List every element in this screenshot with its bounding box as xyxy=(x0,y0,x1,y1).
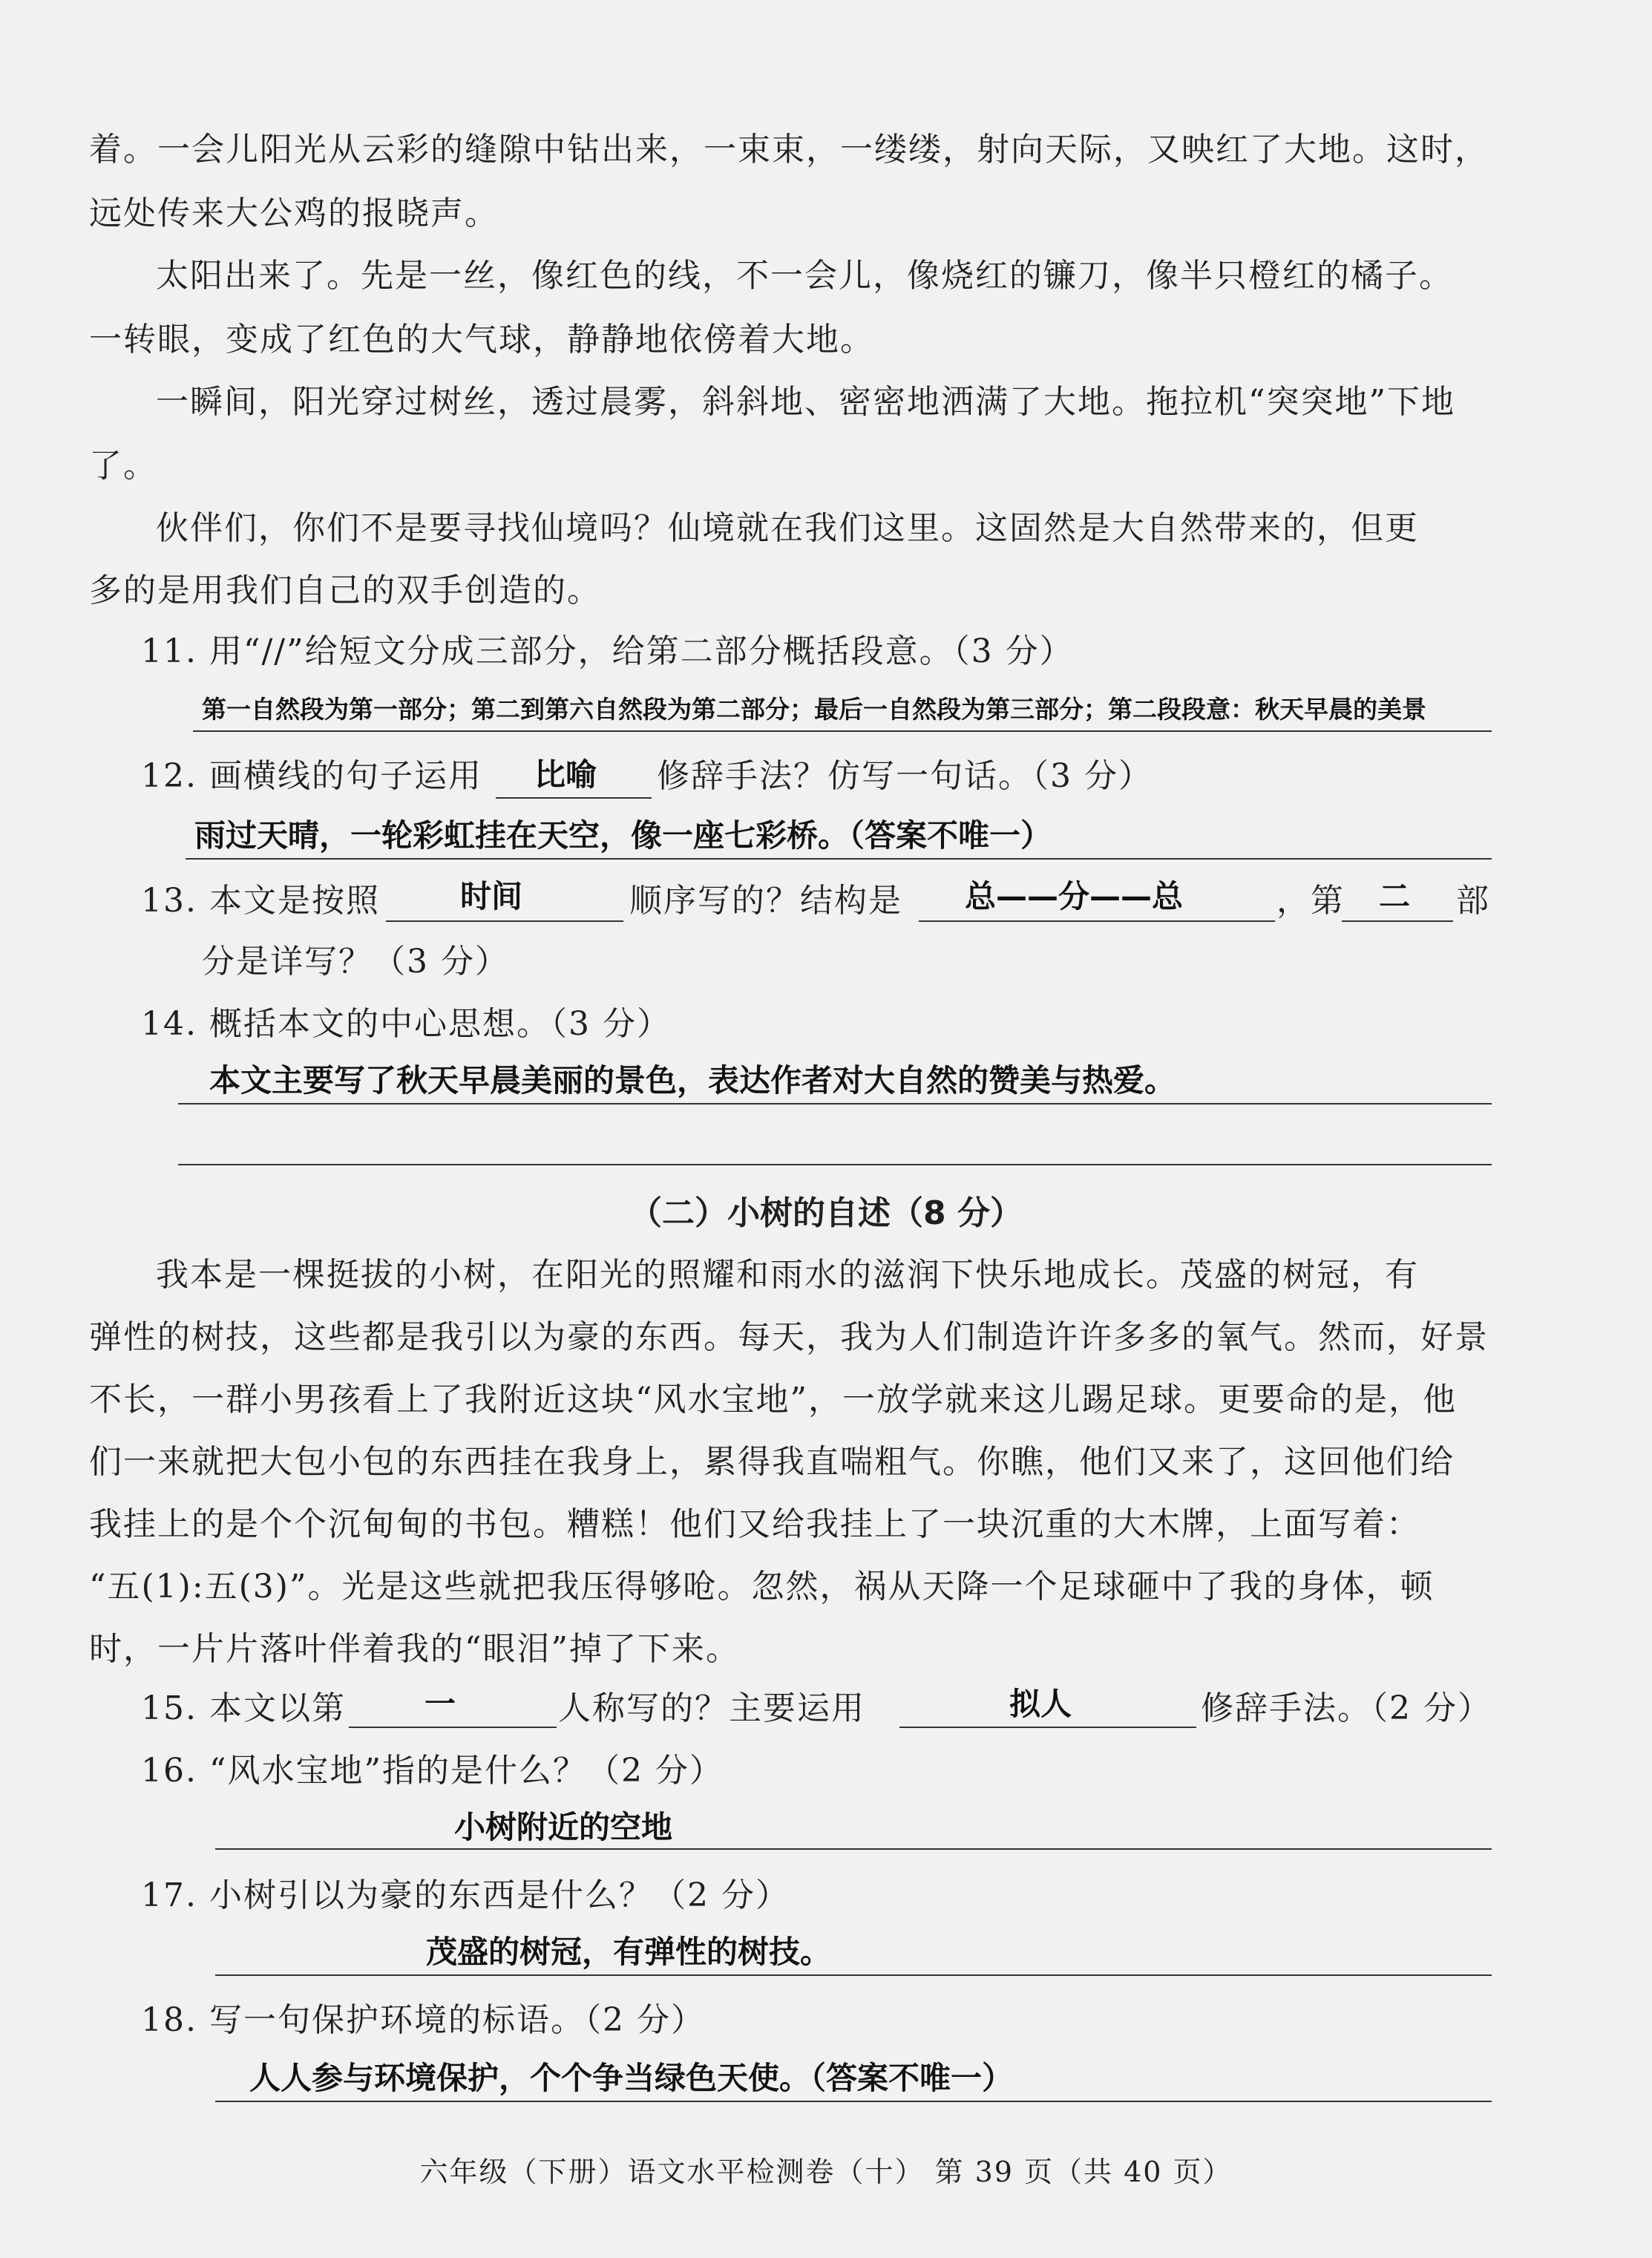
answer-line xyxy=(193,730,1492,732)
passage-line: 一转眼，变成了红色的大气球，静静地依傍着大地。 xyxy=(89,321,874,359)
question-13-part: ，第 xyxy=(1276,882,1345,920)
question-13-part: 部 xyxy=(1456,882,1490,920)
blank-line xyxy=(349,1727,557,1728)
answer-18[interactable]: 人人参与环境保护，个个争当绿色天使。（答案不唯一） xyxy=(249,2060,1014,2096)
passage-line: 我本是一棵挺拔的小树，在阳光的照耀和雨水的滋润下快乐地成长。茂盛的树冠，有 xyxy=(156,1256,1419,1294)
blank-line xyxy=(1342,920,1453,922)
blank-line xyxy=(496,797,652,799)
answer-line xyxy=(215,2101,1492,2102)
question-13-part: 顺序写的？结构是 xyxy=(629,882,902,920)
passage-line: “五(1):五(3)”。光是这些就把我压得够呛。忽然，祸从天降一个足球砸中了我的身体，顿 xyxy=(89,1568,1435,1606)
passage-line: 们一来就把大包小包的东西挂在我身上，累得我直喘粗气。你瞧，他们又来了，这回他们给 xyxy=(89,1443,1455,1481)
passage-line: 一瞬间，阳光穿过树丝，透过晨雾，斜斜地、密密地洒满了大地。拖拉机“突突地”下地 xyxy=(156,383,1455,421)
question-14: 14. 概括本文的中心思想。（3 分） xyxy=(141,1005,671,1043)
blank-line xyxy=(386,920,623,922)
answer-11[interactable]: 第一自然段为第一部分；第二到第六自然段为第二部分；最后一自然段为第三部分；第二段段意：秋天早晨的美景 xyxy=(202,695,1426,724)
question-12-part: 修辞手法？仿写一句话。（3 分） xyxy=(657,757,1153,795)
question-16: 16. “风水宝地”指的是什么？（2 分） xyxy=(141,1752,724,1790)
answer-13-blank-2[interactable]: 总——分——总 xyxy=(965,878,1184,914)
answer-line xyxy=(178,1164,1492,1165)
section-title: （二）小树的自述（8 分） xyxy=(629,1194,1023,1232)
question-11: 11. 用“//”给短文分成三部分，给第二部分概括段意。（3 分） xyxy=(141,632,1074,670)
answer-15-blank-2[interactable]: 拟人 xyxy=(1009,1686,1072,1722)
answer-13-blank-1[interactable]: 时间 xyxy=(460,878,523,914)
question-17: 17. 小树引以为豪的东西是什么？（2 分） xyxy=(141,1876,790,1914)
passage-line: 太阳出来了。先是一丝，像红色的线，不一会儿，像烧红的镰刀，像半只橙红的橘子。 xyxy=(156,257,1453,295)
question-18: 18. 写一句保护环境的标语。（2 分） xyxy=(141,2001,705,2039)
question-15-part: 修辞手法。（2 分） xyxy=(1201,1689,1492,1727)
answer-14[interactable]: 本文主要写了秋天早晨美丽的景色，表达作者对大自然的赞美与热爱。 xyxy=(209,1062,1176,1099)
answer-line xyxy=(215,1848,1492,1850)
blank-line xyxy=(919,920,1275,922)
question-13-part: 分是详写？（3 分） xyxy=(202,943,509,981)
answer-13-blank-3[interactable]: 二 xyxy=(1379,878,1411,914)
question-15-part: 15. 本文以第 xyxy=(141,1689,346,1727)
blank-line xyxy=(899,1727,1196,1728)
answer-16[interactable]: 小树附近的空地 xyxy=(454,1809,673,1845)
answer-17[interactable]: 茂盛的树冠，有弹性的树技。 xyxy=(426,1934,832,1970)
answer-line xyxy=(215,1974,1492,1976)
answer-12-blank[interactable]: 比喻 xyxy=(534,756,597,793)
answer-line xyxy=(186,858,1492,860)
answer-line xyxy=(178,1103,1492,1105)
answer-12[interactable]: 雨过天晴，一轮彩虹挂在天空，像一座七彩桥。（答案不唯一） xyxy=(194,817,1052,854)
question-12-part: 12. 画横线的句子运用 xyxy=(141,757,482,795)
passage-line: 我挂上的是个个沉甸甸的书包。糟糕！他们又给我挂上了一块沉重的大木牌，上面写着： xyxy=(89,1505,1420,1543)
passage-line: 多的是用我们自己的双手创造的。 xyxy=(89,572,601,609)
passage-line: 远处传来大公鸡的报晓声。 xyxy=(89,194,499,232)
passage-line: 了。 xyxy=(89,447,157,485)
page-footer: 六年级（下册）语文水平检测卷（十） 第 39 页（共 40 页） xyxy=(419,2156,1233,2188)
passage-line: 不长，一群小男孩看上了我附近这块“风水宝地”，一放学就来这儿踢足球。更要命的是，他 xyxy=(89,1381,1457,1418)
passage-line: 弹性的树技，这些都是我引以为豪的东西。每天，我为人们制造许许多多的氧气。然而，好景 xyxy=(89,1318,1489,1356)
question-15-part: 人称写的？主要运用 xyxy=(558,1689,865,1727)
passage-line: 伙伴们，你们不是要寻找仙境吗？仙境就在我们这里。这固然是大自然带来的，但更 xyxy=(156,509,1419,547)
passage-line: 时，一片片落叶伴着我的“眼泪”掉了下来。 xyxy=(89,1630,740,1668)
answer-15-blank-1[interactable]: 一 xyxy=(425,1686,456,1722)
passage-line: 着。一会儿阳光从云彩的缝隙中钻出来，一束束，一缕缕，射向天际，又映红了大地。这时， xyxy=(89,131,1489,168)
question-13-part: 13. 本文是按照 xyxy=(141,882,380,920)
